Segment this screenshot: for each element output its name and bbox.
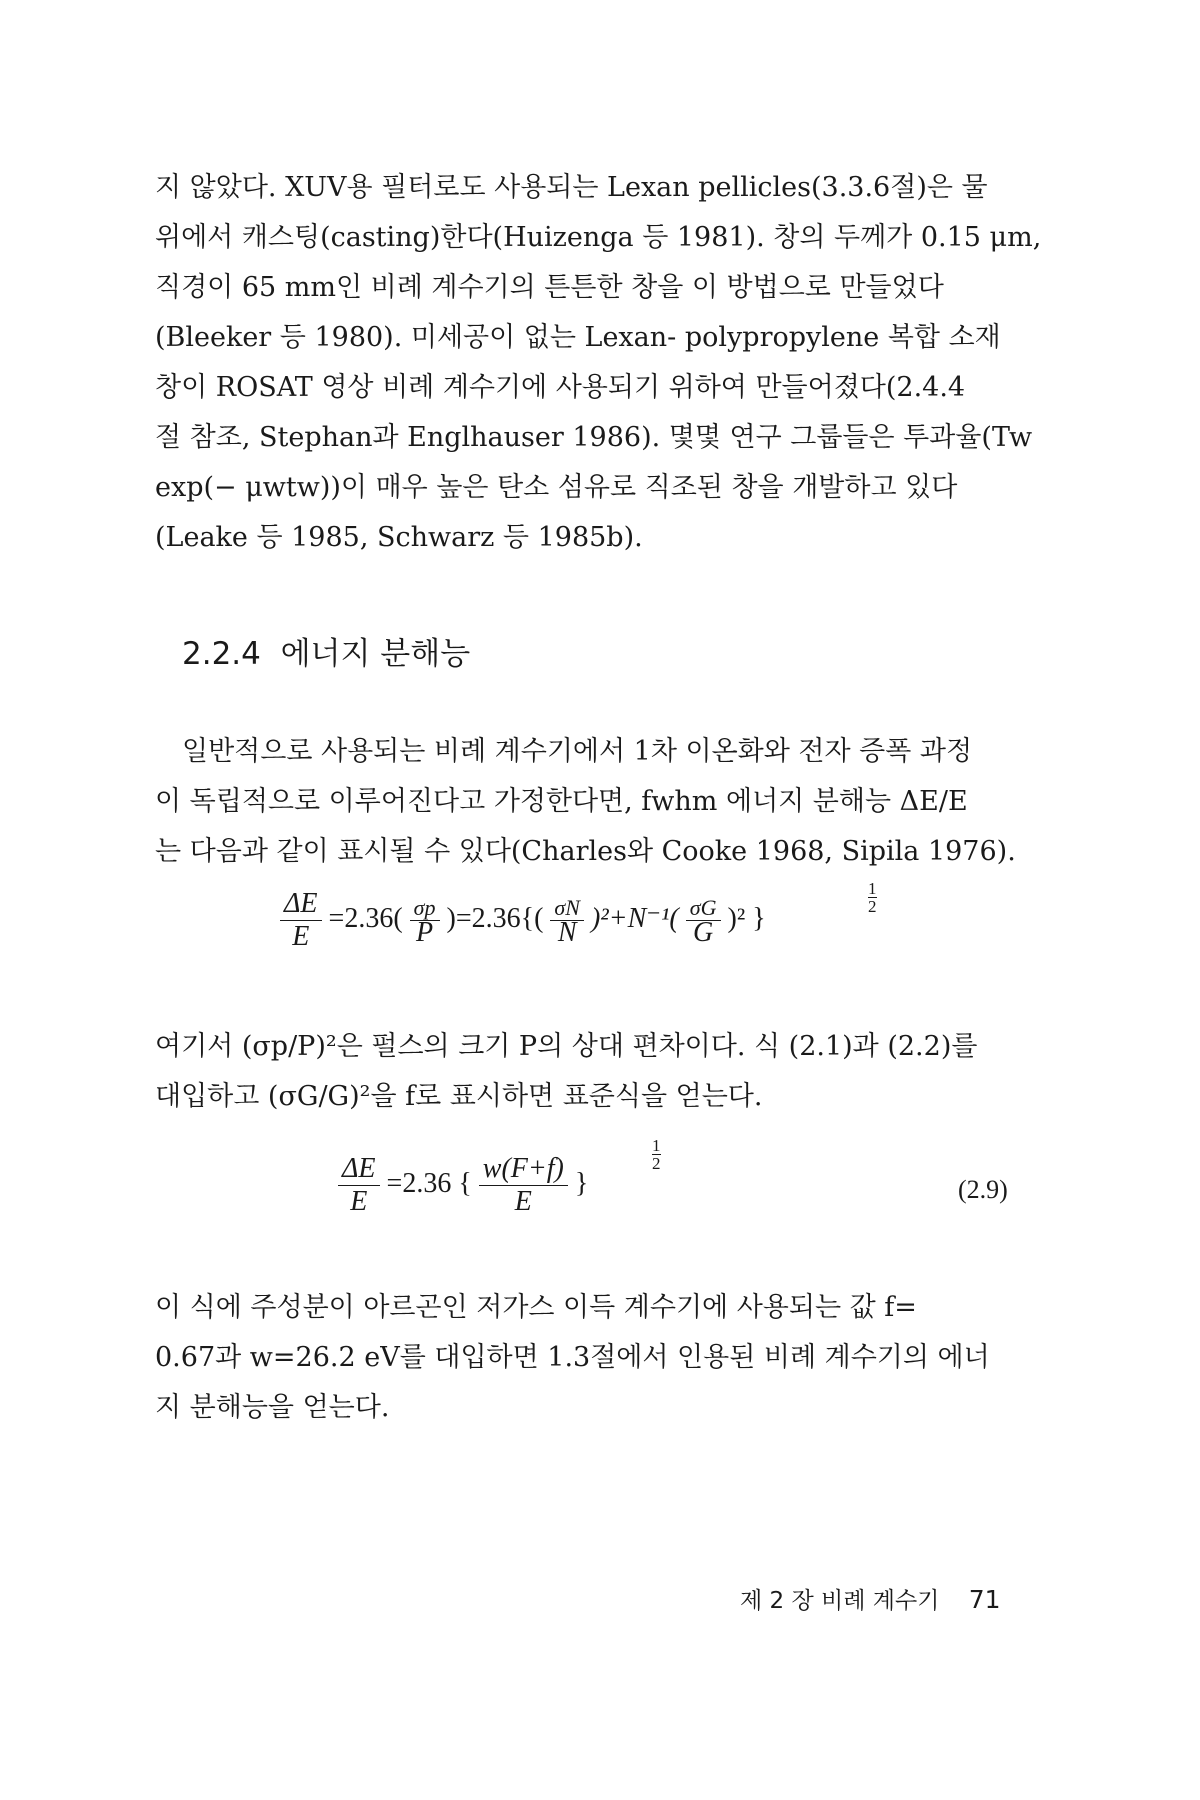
text-line: 여기서 (σp/P)²은 펄스의 크기 P의 상대 편차이다. 식 (2.1)과 (2.2)를: [155, 1031, 978, 1062]
exponent-half: 1 2: [868, 879, 877, 916]
text-line: 이 식에 주성분이 아르곤인 저가스 이득 계수기에 사용되는 값 f=: [155, 1292, 917, 1323]
equation-2-9: [0, 1135, 1200, 1245]
page-footer: [740, 1582, 1001, 1615]
fraction-wFf-E: $\frac{w(F+f)}{E}$: [479, 1153, 568, 1218]
paragraph-windows: [155, 163, 1042, 563]
fraction-dE-E: $\frac{\Delta E}{E}$: [280, 888, 322, 953]
text-line: (Leake 등 1985, Schwarz 등 1985b).: [155, 522, 643, 553]
section-heading: [182, 628, 470, 673]
text-line: 일반적으로 사용되는 비례 계수기에서 1차 이온화와 전자 증폭 과정: [182, 736, 973, 767]
text-line: 는 다음과 같이 표시될 수 있다(Charles와 Cooke 1968, Sipila 1976).: [155, 836, 1016, 867]
fraction-sN-N: $\frac{\sigma N}{N}$: [550, 896, 584, 945]
text-line: 절 참조, Stephan과 Englhauser 1986). 몇몇 연구 그룹들은 투과율(Tw: [155, 422, 1033, 453]
text-line: 대입하고 (σG/G)²을 f로 표시하면 표준식을 얻는다.: [155, 1081, 763, 1112]
paragraph-result: [155, 1283, 1035, 1433]
equation-1: [0, 880, 1200, 990]
fraction-sp-P: $\frac{\sigma p}{P}$: [410, 896, 440, 945]
page-number: 71: [968, 1585, 1001, 1614]
exponent-half: 1 2: [652, 1136, 661, 1173]
text-line: (Bleeker 등 1980). 미세공이 없는 Lexan- polypropylene 복합 소재: [155, 322, 1001, 353]
equation-1-body: $\frac{\Delta E}{E}$ =2.36( $\frac{\sigma p}{P}$ )=2.36{( $\frac{\sigma N}{N}$ )²+N⁻¹( $\frac{\sigma G}{G}$ )² }: [280, 888, 766, 953]
text-line: 직경이 65 mm인 비례 계수기의 튼튼한 창을 이 방법으로 만들었다: [155, 272, 944, 303]
text-line: 창이 ROSAT 영상 비례 계수기에 사용되기 위하여 만들어졌다(2.4.4: [155, 372, 966, 403]
equation-2-body: $\frac{\Delta E}{E}$ =2.36 { $\frac{w(F+f)}{E}$ }: [338, 1153, 588, 1218]
text-line: 이 독립적으로 이루어진다고 가정한다면, fwhm 에너지 분해능 ΔE/E: [155, 786, 968, 817]
text-line: 지 분해능을 얻는다.: [155, 1392, 390, 1423]
text-line: 지 않았다. XUV용 필터로도 사용되는 Lexan pellicles(3.3.6절)은 물: [155, 172, 988, 203]
fraction-dE-E: $\frac{\Delta E}{E}$: [338, 1153, 380, 1218]
running-chapter-title: 제 2 장 비례 계수기: [740, 1588, 940, 1614]
text-line: exp(− μwtw))이 매우 높은 탄소 섬유로 직조된 창을 개발하고 있다: [155, 472, 958, 503]
text-line: 0.67과 w=26.2 eV를 대입하면 1.3절에서 인용된 비례 계수기의 에너: [155, 1342, 990, 1373]
section-number: 2.2.4: [182, 636, 261, 672]
paragraph-definition: [155, 1022, 1035, 1122]
paragraph-resolution-intro: [155, 727, 1035, 877]
equation-number: (2.9): [958, 1175, 1008, 1204]
fraction-sG-G: $\frac{\sigma G}{G}$: [686, 896, 721, 945]
text-line: 위에서 캐스팅(casting)한다(Huizenga 등 1981). 창의 두께가 0.15 μm,: [155, 222, 1042, 253]
section-title: 에너지 분해능: [280, 636, 471, 672]
